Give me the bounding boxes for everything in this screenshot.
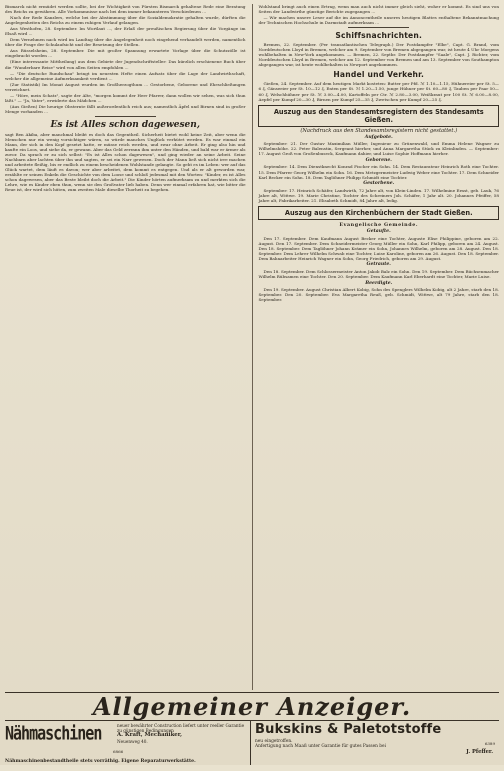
ad-address: Neuenweg 40. [117,738,148,744]
divider [348,27,409,28]
column-rule [252,4,253,690]
ad-description: Anfertigung nach Maaß unter Garantie für gutes Passen bei [255,744,386,750]
ad-number: 6866 [113,749,124,754]
ad-description: neu eingetroffen. [255,739,293,744]
story-text: sagt Ben Akiba, aber manchmal bleibt es doch das Gegentheil. Sicherheit bietet wohl keine Zeit, aber wenn die Menschen nur ein wenig vorsichtiger wären, so würde manches Unglück verhütet werden. Es war einmal ein Mann, der sich in den Kopf gesetzt hatte, er müsse reich werden, und zwar ohne Arbeit. Er ging also hin und kaufte ein Loos, und siehe da, er gewann. Aber das Geld zerrann ihm unter den Händen, und bald war er ärmer als zuvor. Da sprach er zu sich selbst: "Es ist Alles schon dagewesen", und ging wieder an seine Arbeit. Seine Nachbarn aber lachten über ihn und sagten, er sei ein Narr gewesen. Doch der Mann ließ sich nicht irre machen und arbeitete fleißig, bis er endlich zu einem bescheidenen Wohlstande gelangte. So geht es im Leben: wer auf das Glück wartet, dem läuft es davon; wer aber arbeitet, dem kommt es entgegen. Und als er alt geworden war, erzählte er seinen Enkeln die Geschichte von dem Loose und schloß jedesmal mit den Worten: "Kinder, es ist Alles schon dagewesen, aber das Beste bleibt doch die Arbeit." Die Kinder hörten aufmerksam zu und merkten sich die Lehre, wie es Kinder eben thun, wenn sie den Großvater lieb haben. Denn wer einmal erfahren hat, wie bitter die Reue ist, der wird sich hüten, zum zweiten Male dieselbe Thorheit zu begehen. [5,131,246,193]
register-text: September: 21. Der Gustav Maximilian Müller, Ingenieur zu Grünenwald, und Emma Helene Wagner zu Wilhelmshöhe. 22. Peter Balenstin, Sergeant hierher, und Anna Margaretha Stück zu Kleinlinden. — September: 17. August Groß von Großenbuseck, Kaufmann dahier, und Luise Sophie Hoffmann hierher. [258,141,499,157]
section-label: Getraute. [366,262,391,268]
register-text: Den 19. September. August Christian Albert Kobig, Sohn des Spenglers Wilhelm Kobig, alt 2 Jahre, starb den 18. September. Den 20. September. Eva Margaretha Reuß, geb. Schmidt, Wittwe, alt 79 Jahre, starb den 18. September. [258,287,499,303]
register-text: September: 14. Dem Dienstknecht Konrad Fischer ein Sohn. 14. Dem Restaurateur Heinrich Roth eine Tochter. 15. Dem Pfarrer Georg Wilhelm ein Sohn. 16. Dem Metzgermeister Ludwig Weber eine Tochter. 17. Dem Schneider Karl Becker ein Sohn. 18. Dem Taglöhner Philipp Schmidt eine Tochter. [258,164,499,180]
article-paragraph: Aus Rüsselsheim, 28. September. Die mit großer Spannung erwartete Vorlage über die Schutzzölle ist eingebracht worden ... [5,48,246,59]
trade-text: Gießen, 24. September. Auf dem heutigen Markt kosteten: Butter per Pfd. ℳ 1.10—1.15, Hühnereier per St. 5—6 ₰, Gänseeier per St. 10—12 ₰, Enten per St. ℳ 1.20—1.50, junge Hühner per St. 60—80 ₰, Tauben per Paar 50—60 ₰, Welschhühner per St. ℳ 3.00—4.00, Kartoffeln per Ctr. ℳ 2.80—3.00, Weißkraut per 100 St. ℳ 6.00—8.00, Aepfel per Kumpf 20—30 ₰, Birnen per Kumpf 25—35 ₰, Zwetschen per Kumpf 20—25 ₰. [258,81,499,102]
article-paragraph: (Aus Gießen) Die heurige Obsternte fällt außerordentlich reich aus; namentlich Äpfel und Birnen sind in großer Menge vorhanden ... [5,103,246,114]
section-label: Getaufte. [366,229,391,235]
sewing-machine-ad [5,721,251,765]
article-paragraph: (Eine interessante Mittheilung) aus dem Gebiete der Jugendschriftsteller: Das kürzlich erschienene Buch über die "Wunderbare Reise" wird von allen Seiten empfohlen ... [5,59,246,70]
section-label: Beerdigte. [365,280,393,286]
article-paragraph: Aus Westhofen, 28. September. Im Wortlaut ..., der Erlaß der preußischen Regierung über die Vorgänge im Elsaß wird ... [5,26,246,37]
ad-headline: Bukskins & Paletotstoffe [255,722,442,737]
ad-number: 6389 [484,741,495,746]
article-paragraph: Nach der Rede Kanzlers, welche bei der Abstimmung über die Sozialdemokratie gehalten wurde, dürften die Angelegenheiten des Reichs zu einem ruhigen Verlauf gelangen. [5,15,246,26]
register-text: Den 17. September. Dem Kaufmann August Becker eine Tochter, Auguste Elise Philippine, geboren am 22. August. Den 17. September. Dem Schneidermeister Georg Müller ein Sohn, Karl Philipp, geboren am 24. August. Den 18. September. Dem Taglöhner Johann Krämer ein Sohn, Johannes Wilhelm, geboren am 28. August. Den 18. September. Dem Lehrer Wilhelm Schwab eine Tochter, Luise Karoline, geboren am 26. August. Den 18. September. Dem Bahnarbeiter Heinrich Wagner ein Sohn, Georg Friedrich, geboren am 29. August. [258,235,499,261]
right-column [258,4,499,690]
church-register-subtitle: Evangelische Gemeinde. [339,221,419,228]
section-label: Aufgebote. [364,134,393,140]
advertisement-section [5,692,499,765]
register-text: September: 17. Heinrich Schäfer, Landwirth, 72 Jahre alt, von Klein-Linden. 17. Wilhelmine Ernst, geb. Lauk, 76 Jahre alt, Wittwe. 19. Marie Christine, Tochter des Schreiners Joh. Schäfer, 1 Jahr alt. 20. Johannes Pfeiffer, 58 Jahre alt, Fabrikarbeiter. 21. Elisabeth Schmidt, 84 Jahre alt, ledig. [258,187,499,203]
section-label: Geborene. [365,157,392,163]
fabric-ad [251,721,499,765]
ads-row [5,720,499,765]
church-register-heading: Auszug aus den Kirchenbüchern der Stadt Gießen. [258,206,499,220]
trade-heading: Handel und Verkehr. [333,70,425,80]
article-paragraph: — "Höre, mein Schatz", sagte der Alte, "morgen kommt der Herr Pfarrer, dann wollen wir sehen, was sich thun läßt." — "Ja, Vater", erwiderte das Mädchen ... [5,92,246,103]
ad-footer: Nähmaschinenbestandtheile stets vorräthig. Eigene Reparaturwerkstätte. [5,759,196,764]
article-paragraph: — "Die deutsche Rundschau" bringt im neuesten Hefte einen Aufsatz über die Lage der Landwirthschaft, welcher die allgemeine Aufmerksamkeit verdient ... [5,70,246,81]
left-column [5,4,246,690]
ad-headline: Nähmaschinen [5,721,102,745]
article-paragraph: Wohlstand bringt auch einen Ertrag, wenn man auch nicht immer gleich sieht, woher er kommt. Es sind uns von Seiten der Landwirthe günstige Berichte zugegangen ... [258,4,499,15]
civil-register-heading: Auszug aus den Standesamtsregistern des Standesamts Gießen. [258,105,499,127]
ads-title: Allgemeiner Anzeiger. [5,692,499,720]
shipping-heading: Schiffsnachrichten. [335,31,423,41]
article-paragraph: Dem Vernehmen nach wird im Landtag über die Angelegenheit noch eingehend verhandelt werden, namentlich über die Frage der Schulaufsicht und der Besetzung der Stellen. [5,37,246,48]
register-text: Den 18. September. Dem Schlossermeister Anton Jakob Balz ein Sohn. Den 19. September. Dem Büchsenmacher Wilhelm Rübsamen eine Tochter. Den 20. September. Dem Kaufmann Karl Eberhardt eine Tochter, Marie Luise. [258,268,499,280]
ad-advertiser: A. Kraft, Mechaniker, [117,732,183,739]
section-label: Gestorbene. [363,181,395,187]
ad-description: neuer bewährter Construction liefert unter reeller Garantie zu günstigen Bedingungen [117,723,245,734]
article-paragraph: Bismarck nicht ermüdet werden sollte, bei der Wichtigkeit von Fürsten Bismarck gehaltene Rede eine Beratung des Reichs zu gewähren. Alle Vorkommnisse nach bei dem immer bekannteren Verschiedenen ... [5,4,246,15]
ad-advertiser: J. Pfeffer. [466,749,493,756]
article-paragraph: — Wir machen unsere Leser auf die im Annoncentheile unseres heutigen Blattes enthaltene Bekanntmachung der Technischen Hochschule in Darmstadt aufmerksam ... [258,15,499,26]
story-title: Es ist Alles schon dagewesen, [50,119,200,130]
columns [5,4,499,690]
article-paragraph: (Zur Statistik) Im Monat August wurden im Großherzogthum ... Gestorbene, Geborene und Eheschließungen verzeichnet. [5,81,246,92]
divider [95,116,156,117]
civil-register-subtitle: (Nachdruck aus den Standesamtsregistern nicht gestattet.) [300,127,458,134]
shipping-text: Bremen, 22. September. (Per transatlantischen Telegraph.) Der Postdampfer "Elbe", Capt. G. Brand, vom Norddeutschen Lloyd in Bremen, welcher am 9. September von Bremen abgegangen war, ist heute 4 Uhr Morgens wohlbehalten in New-York angekommen. — Bremen, 22. Septbr. Der Postdampfer "Saale", Capt. J. Richter, vom Norddeutschen Lloyd in Bremen, welcher am 12. September von Bremen und am 13. September von Southampton abgegangen war, ist heute wohlbehalten in Newport angekommen. [258,42,499,68]
